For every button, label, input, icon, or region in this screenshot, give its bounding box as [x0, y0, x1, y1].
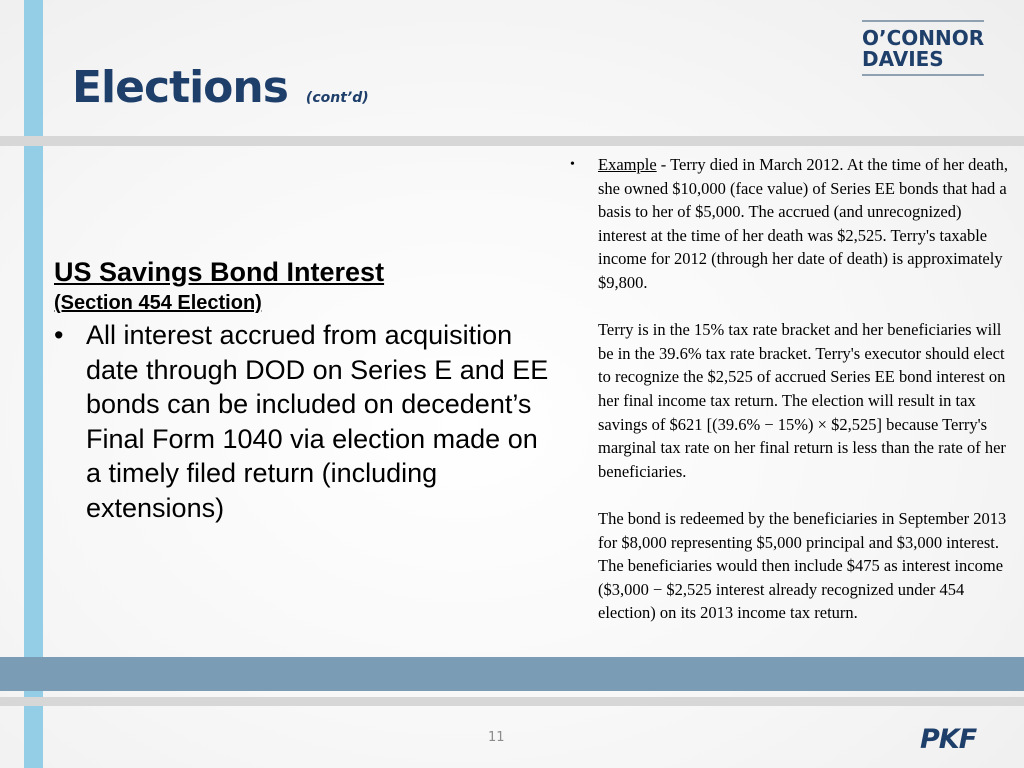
header-divider	[0, 136, 1024, 146]
footer-band-blue	[0, 657, 1024, 691]
logo-line-1: O’CONNOR	[862, 26, 985, 50]
example-label: Example	[598, 155, 657, 174]
example-paragraph-2: Terry is in the 15% tax rate bracket and her beneficiaries will be in the 39.6% tax rate bracket. Terry's executor should elect to recognize the $2,525 of accrued Series EE bond interest on her final income tax return. The election will result in tax savings of $621 [(39.6% − 15%) × $2,525] because Terry's marginal tax rate on her final return is less than the rate of her beneficiaries.	[598, 320, 1006, 481]
oconnor-davies-logo	[862, 20, 984, 76]
left-bullet-list	[54, 318, 554, 525]
slide-title: Elections	[72, 62, 288, 113]
section-heading: US Savings Bond Interest	[54, 257, 385, 287]
left-bullet-item	[54, 318, 554, 525]
slide-subtitle: (cont’d)	[305, 90, 369, 106]
logo-bottom-rule	[862, 74, 984, 76]
pkf-logo: PKF	[920, 724, 977, 755]
left-bullet-text: All interest accrued from acquisition date through DOD on Series E and EE bonds can be included on decedent’s Final Form 1040 via election made on a timely filed return (including extensions)	[86, 320, 549, 523]
title-row	[72, 62, 369, 113]
footer-band-grey	[0, 697, 1024, 706]
example-paragraph-1-text: - Terry died in March 2012. At the time of her death, she owned $10,000 (face value) of Series EE bonds that had a basis to her of $5,000. The accrued (and unrecognized) interest at the time of her death was $2,525. Terry's taxable income for 2012 (through her date of death) is approximately $9,800.	[598, 155, 1009, 292]
logo-top-rule	[862, 20, 984, 22]
left-accent-bar	[24, 0, 43, 768]
left-content	[54, 254, 554, 525]
example-text	[598, 153, 1010, 625]
logo-line-2: DAVIES	[862, 47, 944, 71]
example-block	[570, 153, 1010, 625]
section-subheading: (Section 454 Election)	[54, 292, 262, 314]
page-number: 11	[488, 730, 505, 745]
example-paragraph-3: The bond is redeemed by the beneficiaries in September 2013 for $8,000 representing $5,000 principal and $3,000 interest. The beneficiaries would then include $475 as interest income ($3,000 − $2,525 interest already recognized under 454 election) on its 2013 income tax return.	[598, 508, 1007, 623]
example-paragraph-1	[598, 153, 1010, 295]
bullet-icon: •	[54, 320, 64, 350]
bullet-icon: •	[570, 157, 575, 172]
